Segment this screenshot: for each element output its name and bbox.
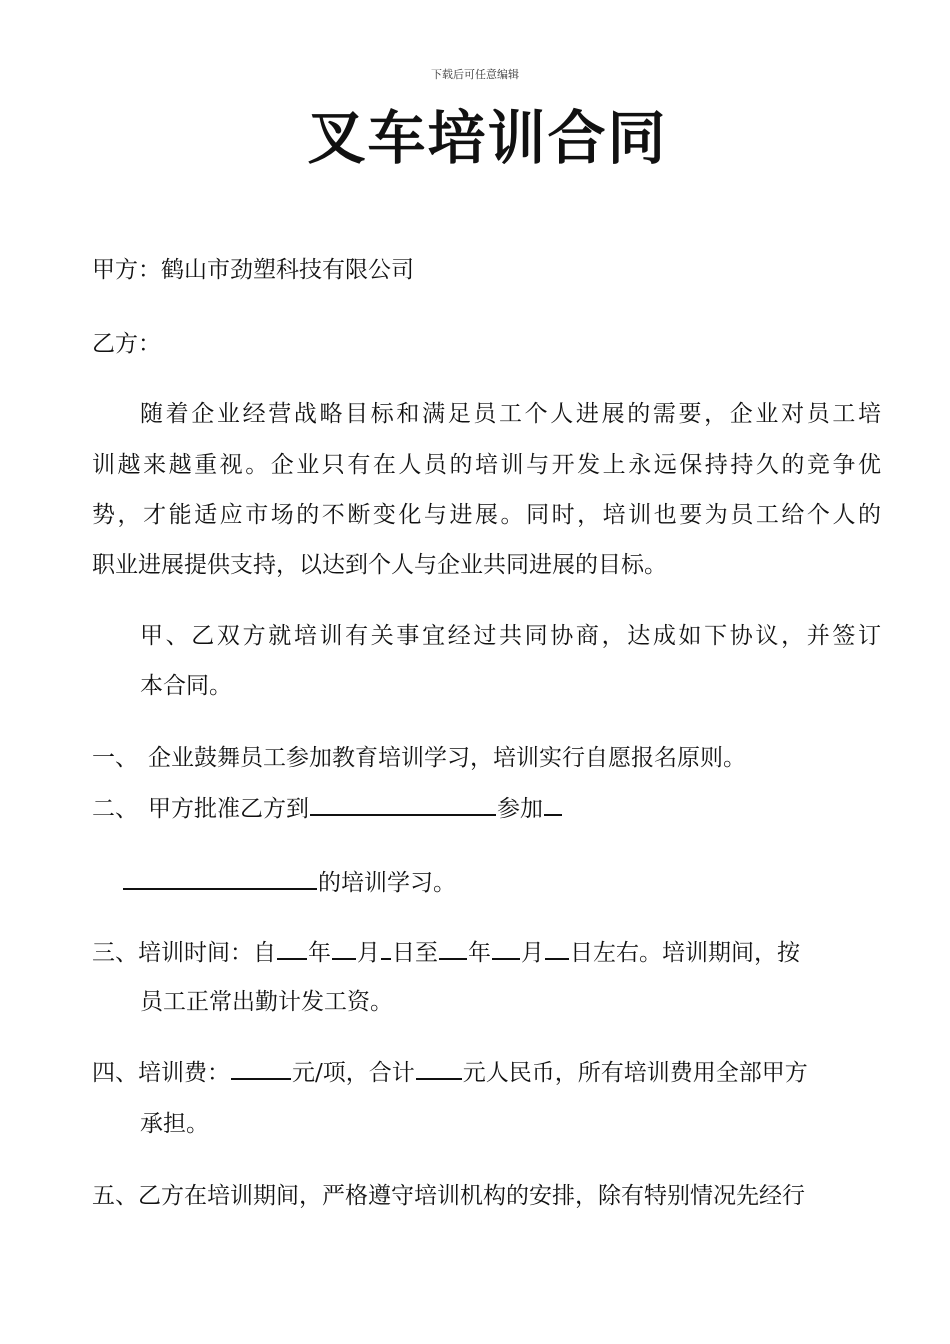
start-month-blank[interactable] [332, 936, 356, 960]
training-course-blank-start[interactable] [544, 792, 562, 816]
clause-2-text-b: 参加 [497, 796, 543, 822]
clause-2-text-a: 甲方批准乙方到 [148, 796, 309, 822]
end-day-blank[interactable] [545, 936, 569, 960]
training-location-blank[interactable] [310, 792, 496, 816]
fee-total-blank[interactable] [416, 1056, 462, 1080]
clause-1-text: 企业鼓舞员工参加教育培训学习，培训实行自愿报名原则。 [148, 745, 746, 771]
clause-1-number: 一、 [92, 745, 138, 771]
start-month-label: 月 [357, 940, 380, 966]
end-year-blank[interactable] [439, 936, 467, 960]
clause-3-line-1 [92, 936, 882, 969]
start-day-blank[interactable] [381, 936, 391, 960]
clause-2-continued [122, 866, 456, 899]
intro-line-3: 势，才能适应市场的不断变化与进展。同时，培训也要为员工给个人的 [92, 502, 881, 528]
fee-per-item-blank[interactable] [231, 1056, 291, 1080]
clause-2-text-c: 的培训学习。 [318, 870, 456, 896]
clause-4-prefix: 四、培训费： [92, 1060, 230, 1086]
clause-5-line-1: 五、乙方在培训期间，严格遵守培训机构的安排，除有特别情况先经行 [92, 1183, 805, 1209]
intro-line-1: 随着企业经营战略目标和满足员工个人进展的需要，企业对员工培 [140, 401, 881, 427]
clause-4-line-1 [92, 1056, 808, 1089]
end-year-label: 年 [468, 940, 491, 966]
document-title: 叉车培训合同 [307, 104, 668, 172]
party-a-line: 甲方：鹤山市劲塑科技有限公司 [92, 257, 414, 283]
clause-4-unit: 元/项，合计 [292, 1060, 415, 1086]
agreement-line-2: 本合同。 [140, 673, 232, 699]
start-year-label: 年 [308, 940, 331, 966]
clause-1 [92, 742, 746, 774]
end-month-label: 月 [521, 940, 544, 966]
clause-3-suffix: 日左右。培训期间，按 [570, 940, 800, 966]
clause-3-line-2: 员工正常出勤计发工资。 [140, 989, 393, 1015]
start-day-label: 日至 [392, 940, 438, 966]
start-year-blank[interactable] [277, 936, 307, 960]
party-b-line: 乙方： [92, 331, 161, 357]
intro-line-2: 训越来越重视。企业只有在人员的培训与开发上永远保持持久的竞争优 [92, 452, 881, 478]
clause-4-suffix: 元人民币，所有培训费用全部甲方 [462, 1060, 808, 1086]
intro-line-4: 职业进展提供支持，以达到个人与企业共同进展的目标。 [92, 552, 667, 578]
clause-3-prefix: 三、培训时间：自 [92, 940, 276, 966]
end-month-blank[interactable] [492, 936, 520, 960]
training-course-blank[interactable] [123, 866, 317, 890]
clause-2 [92, 792, 563, 825]
clause-2-number: 二、 [92, 796, 138, 822]
header-note: 下载后可任意编辑 [431, 68, 519, 81]
clause-4-line-2: 承担。 [140, 1111, 209, 1137]
agreement-line-1: 甲、乙双方就培训有关事宜经过共同协商，达成如下协议，并签订 [140, 623, 881, 649]
